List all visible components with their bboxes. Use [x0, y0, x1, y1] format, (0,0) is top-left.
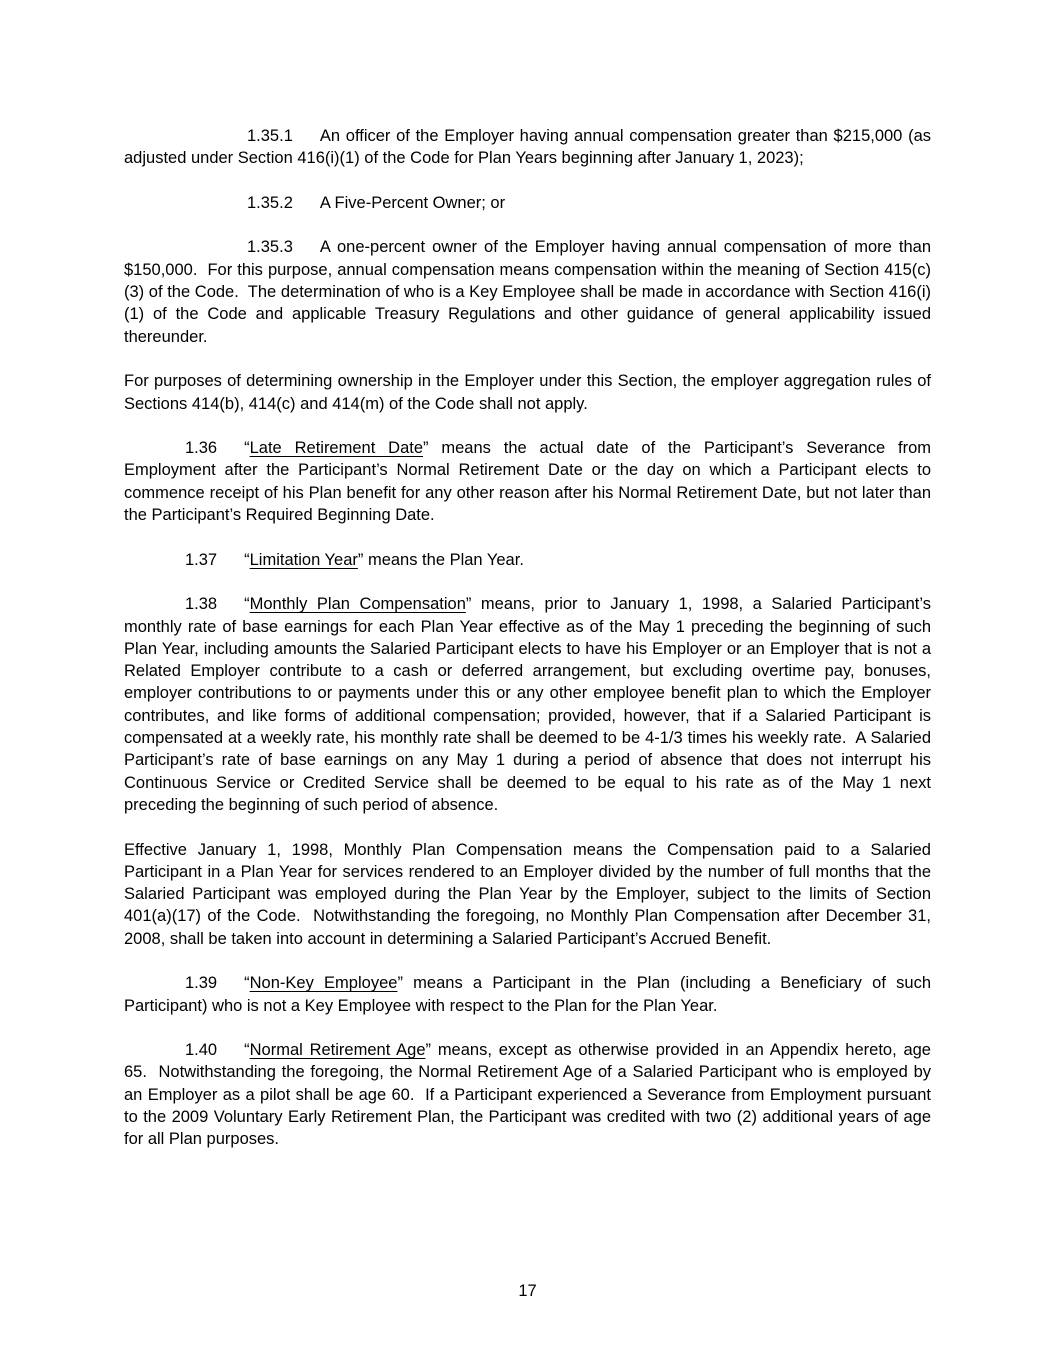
text-run: “ — [244, 974, 250, 993]
defined-term: Limitation Year — [249, 550, 358, 569]
text-run: “ — [244, 439, 250, 458]
defined-term: Monthly Plan Compensation — [249, 595, 466, 614]
section-number: 1.37 — [185, 550, 218, 569]
paragraph — [124, 370, 931, 415]
defined-term: Non-Key Employee — [249, 974, 398, 993]
document-body — [124, 125, 931, 1173]
section-number: 1.35.1 — [247, 127, 293, 145]
paragraph — [124, 972, 931, 1017]
paragraph — [124, 192, 931, 214]
text-run: ” means, prior to January 1, 1998, a Salaried Participant’s monthly rate of base earnings for each Plan Year effective as of the May 1 preceding the beginning of such Plan Year, including amounts the Salaried Participant elects to have his Employer or an Employer that is not a Related Employer contribute to a cash or deferred arrangement, but excluding overtime pay, bonuses, employer contributions to or payments under this or any other employee benefit plan to which the Employer contributes, and like forms of additional compensation; provided, however, that if a Salaried Participant is compensated at a weekly rate, his monthly rate shall be deemed to be 4-1/3 times his weekly rate. A Salaried Participant’s rate of base earnings on any May 1 during a period of absence that does not interrupt his Continuous Service or Credited Service shall be deemed to be equal to his rate as of the May 1 next preceding the beginning of such period of absence. — [124, 595, 931, 814]
text-run: An officer of the Employer having annual compensation greater than $215,000 (as adjusted under Section 416(i)(1) of the Code for Plan Years beginning after January 1, 2023); — [124, 127, 931, 168]
text-run: “ — [244, 595, 250, 614]
text-run: A Five-Percent Owner; or — [319, 193, 506, 212]
defined-term: Late Retirement Date — [249, 439, 424, 458]
section-number: 1.35.2 — [247, 193, 293, 212]
section-number: 1.38 — [185, 595, 218, 614]
text-run: ” means, except as otherwise provided in an Appendix hereto, age 65. Notwithstanding the foregoing, the Normal Retirement Age of a Salaried Participant who is employed by an Employer as a pilot shall be age 60. If a Participant experienced a Severance from Employment pursuant to the 2009 Voluntary Early Retirement Plan, the Participant was credited with two (2) additional years of age for all Plan purposes. — [124, 1041, 931, 1149]
paragraph — [124, 549, 931, 571]
text-run: ” means a Participant in the Plan (including a Beneficiary of such Participant) who is not a Key Employee with respect to the Plan for the Plan Year. — [124, 974, 932, 1015]
paragraph — [124, 125, 931, 170]
paragraph — [124, 593, 931, 816]
text-run: “ — [244, 1041, 250, 1060]
section-number: 1.40 — [185, 1041, 218, 1060]
text-run: ” means the Plan Year. — [357, 550, 524, 569]
text-run: For purposes of determining ownership in the Employer under this Section, the employer aggregation rules of Sections 414(b), 414(c) and 414(m) of the Code shall not apply. — [124, 372, 931, 413]
section-number: 1.39 — [185, 974, 218, 993]
paragraph — [124, 437, 931, 526]
page-number: 17 — [518, 1282, 537, 1300]
text-run: ” means the actual date of the Participant’s Severance from Employment after the Participant’s Normal Retirement Date or the day on which a Participant elects to commence receipt of his Plan benefit for any other reason after his Normal Retirement Date, but not later than the Participant’s Required Beginning Date. — [124, 439, 931, 525]
section-number: 1.35.3 — [247, 238, 293, 257]
paragraph — [124, 236, 931, 347]
text-run: Effective January 1, 1998, Monthly Plan Compensation means the Compensation paid to a Salaried Participant in a Plan Year for services rendered to an Employer divided by the number of full months that the Salaried Participant was employed during the Plan Year by the Employer, subject to the limits of Section 401(a)(17) of the Code. Notwithstanding the foregoing, no Monthly Plan Compensation after December 31, 2008, shall be taken into account in determining a Salaried Participant’s Accrued Benefit. — [124, 840, 931, 948]
defined-term: Normal Retirement Age — [249, 1041, 426, 1060]
text-run: “ — [244, 550, 250, 569]
text-run: A one-percent owner of the Employer having annual compensation of more than $150,000. For this purpose, annual compensation means compensation within the meaning of Section 415(c)(3) of the Code. The determination of who is a Key Employee shall be made in accordance with Section 416(i)(1) of the Code and applicable Treasury Regulations and other guidance of general applicability issued thereunder. — [124, 238, 931, 346]
paragraph — [124, 1039, 931, 1150]
section-number: 1.36 — [185, 439, 218, 458]
page-footer — [0, 1280, 1055, 1302]
paragraph — [124, 839, 931, 950]
